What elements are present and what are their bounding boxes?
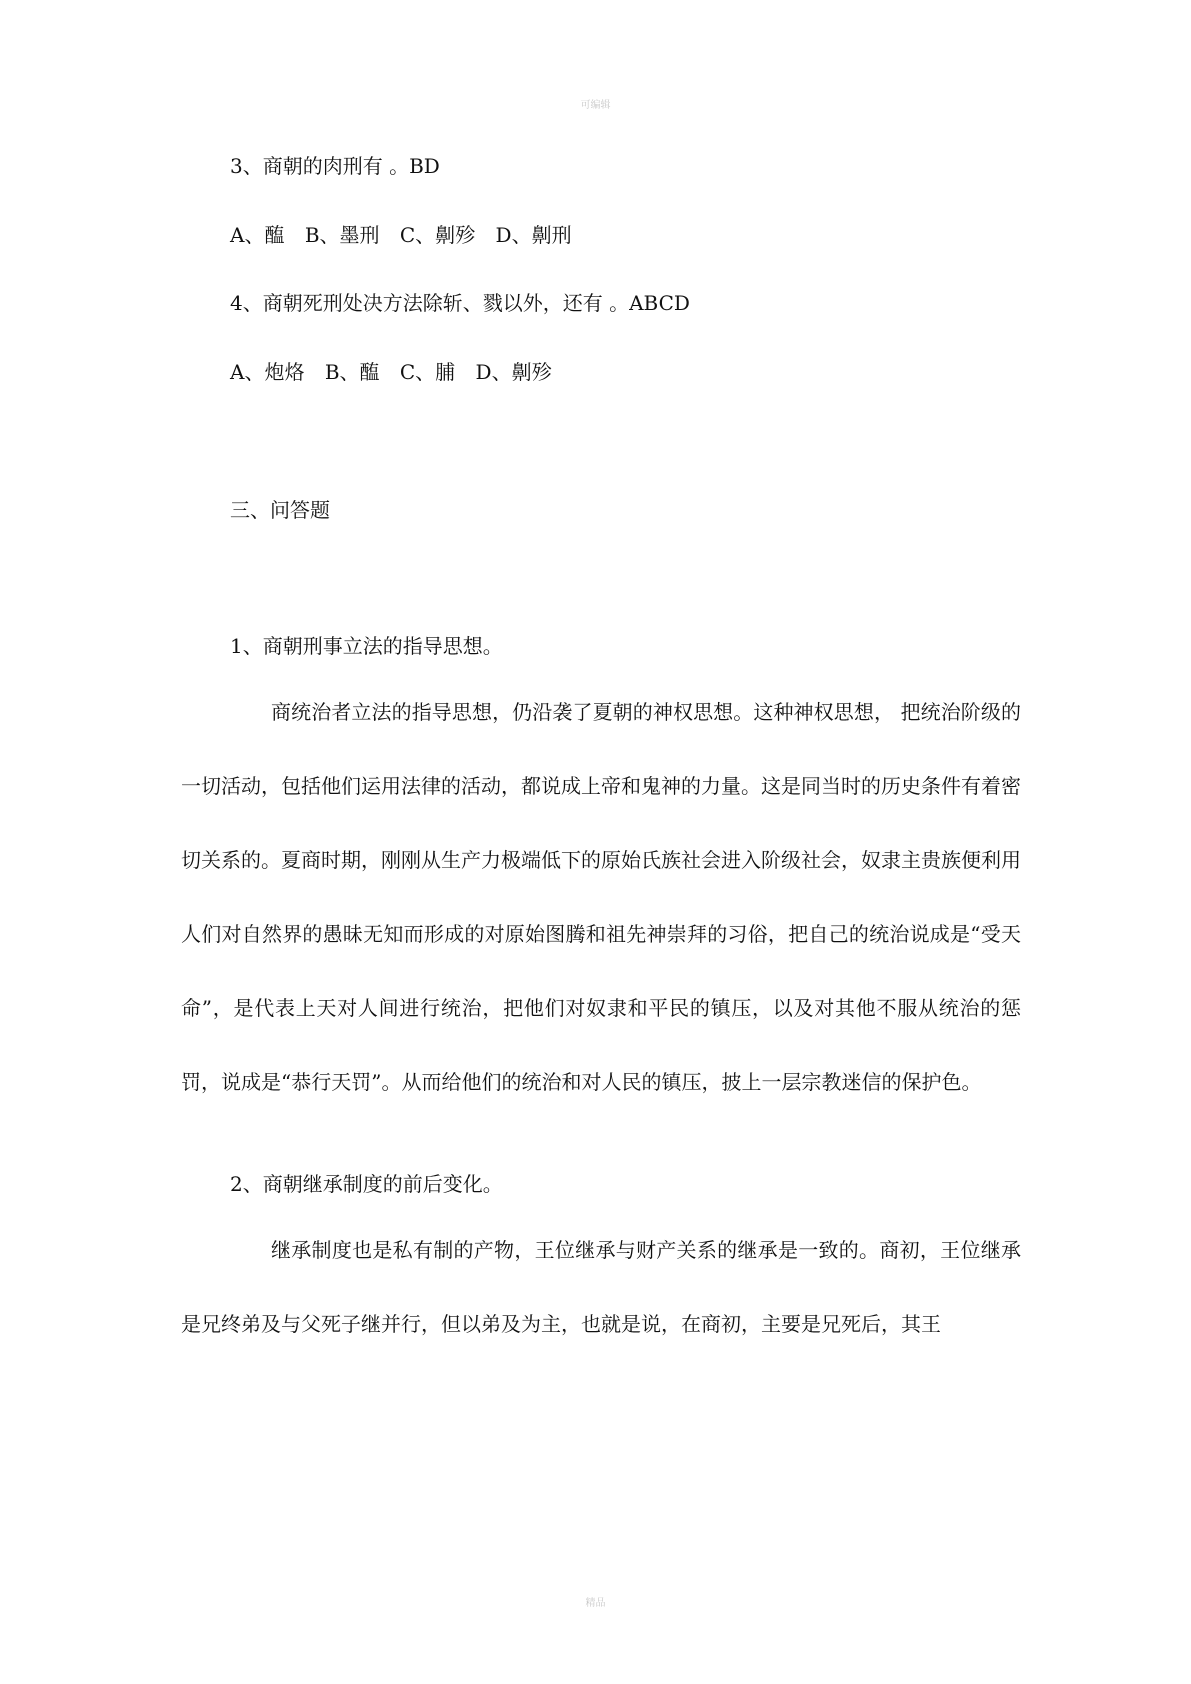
option-c: C、劓殄 <box>399 223 476 247</box>
qa-2-answer: 继承制度也是私有制的产物，王位继承与财产关系的继承是一致的。商初，王位继承是兄终弟及与父死子继并行，但以弟及为主，也就是说，在商初，主要是兄死后，其王 <box>181 1238 1021 1336</box>
option-a: A、醢 <box>230 223 285 247</box>
option-b: B、墨刑 <box>304 223 380 247</box>
option-d: D、劓殄 <box>475 360 552 384</box>
option-b: B、醢 <box>324 360 380 384</box>
section-title: 三、问答题 <box>230 498 330 522</box>
qa-2-question: 2、商朝继承制度的前后变化。 <box>230 1172 503 1196</box>
footer-watermark: 精品 <box>585 1598 606 1609</box>
qa-1-question: 1、商朝刑事立法的指导思想。 <box>230 634 503 658</box>
option-c: C、脯 <box>399 360 456 384</box>
option-d: D、劓刑 <box>495 223 572 247</box>
question-4-options <box>230 358 566 386</box>
header-watermark: 可编辑 <box>580 100 611 111</box>
qa-1-answer: 商统治者立法的指导思想，仍沿袭了夏朝的神权思想。这种神权思想， 把统治阶级的一切活动，包括他们运用法律的活动，都说成上帝和鬼神的力量。这是同当时的历史条件有着密切关系的。夏商时期，刚刚从生产力极端低下的原始氏族社会进入阶级社会，奴隶主贵族便利用人们对自然界的愚昧无知而形成的对原始图腾和祖先神崇拜的习俗，把自己的统治说成是“受天命”，是代表上天对人间进行统治，把他们对奴隶和平民的镇压，以及对其他不服从统治的惩罚，说成是“恭行天罚”。从而给他们的统治和对人民的镇压，披上一层宗教迷信的保护色。 <box>181 700 1021 1094</box>
question-3-options <box>230 221 586 249</box>
option-a: A、炮烙 <box>230 360 305 384</box>
question-4-stem: 4、商朝死刑处决方法除斩、戮以外，还有 。ABCD <box>230 291 690 315</box>
question-3-stem: 3、商朝的肉刑有 。BD <box>230 154 440 178</box>
